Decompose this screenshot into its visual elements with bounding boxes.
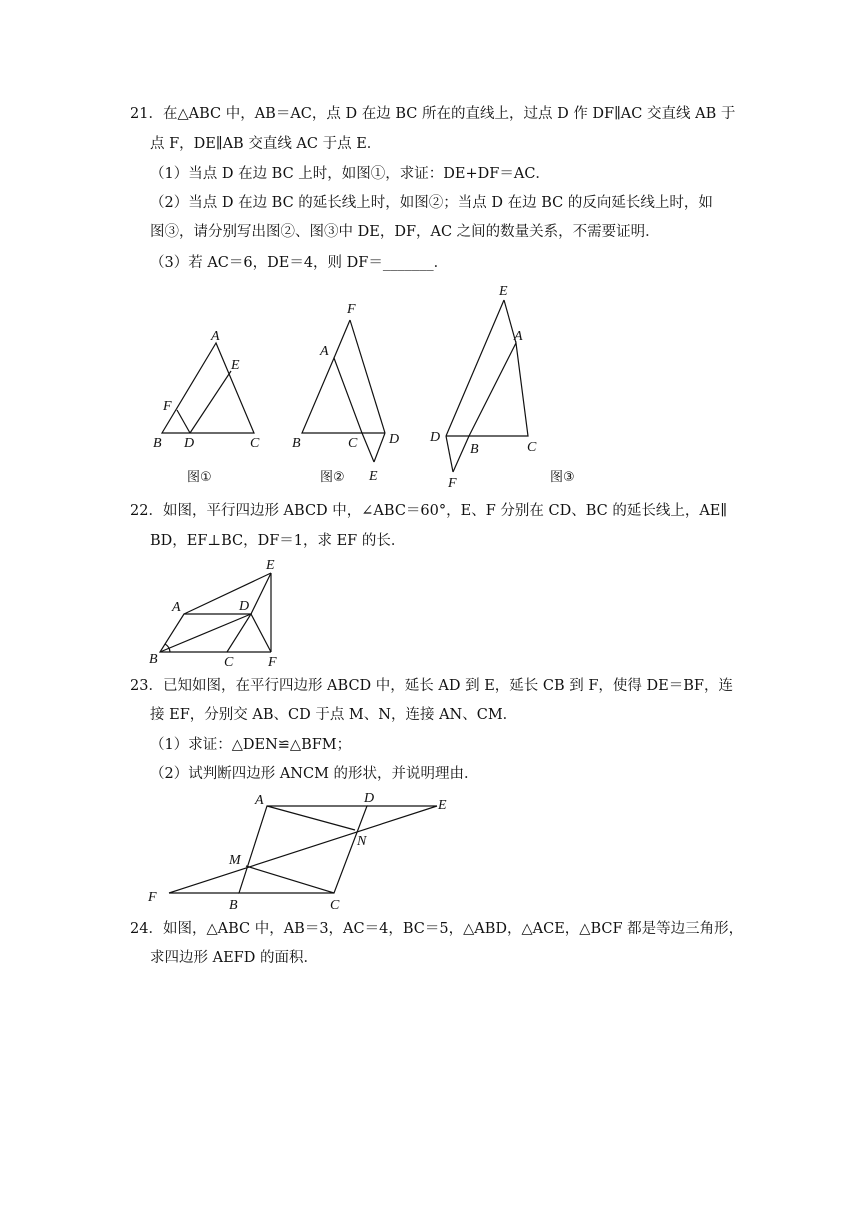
label-d: D: [364, 791, 375, 806]
q21-line1: 21．在△ABC 中，AB＝AC，点 D 在边 BC 所在的直线上，过点 D 作 DF∥AC 交直线 AB 于: [130, 106, 736, 122]
q24-line2: 求四边形 AEFD 的面积．: [150, 950, 318, 966]
q21-part1: （1）当点 D 在边 BC 上时，如图①，求证：DE+DF＝AC．: [150, 166, 550, 182]
label-e: E: [369, 469, 378, 484]
label-d: D: [430, 430, 441, 445]
label-c: C: [330, 898, 340, 913]
q21-part2-line1: （2）当点 D 在边 BC 的延长线上时，如图②；当点 D 在边 BC 的反向延长线上时，如: [150, 195, 713, 211]
label-n: N: [357, 834, 367, 849]
label-f: F: [268, 655, 277, 670]
q23-part1: （1）求证：△DEN≌△BFM；: [150, 737, 352, 753]
label-b: B: [229, 898, 238, 913]
label-e: E: [231, 358, 240, 373]
label-m: M: [229, 853, 241, 868]
label-b: B: [292, 436, 301, 451]
caption-fig1: 图①: [187, 470, 212, 485]
q24-line1: 24．如图，△ABC 中，AB＝3，AC＝4，BC＝5，△ABD，△ACE，△BCF 都是等边三角形，: [130, 921, 744, 937]
label-e: E: [499, 284, 508, 299]
label-a: A: [514, 329, 523, 344]
q21-line2: 点 F，DE∥AB 交直线 AC 于点 E．: [150, 136, 382, 152]
label-f: F: [448, 476, 457, 491]
label-d: D: [389, 432, 400, 447]
q23-line1: 23．已知如图，在平行四边形 ABCD 中，延长 AD 到 E，延长 CB 到 F，使得 DE＝BF，连: [130, 678, 733, 694]
label-e: E: [266, 558, 275, 573]
label-e: E: [438, 798, 447, 813]
label-f: F: [148, 890, 157, 905]
label-c: C: [224, 655, 234, 670]
caption-fig2: 图②: [320, 470, 345, 485]
label-c: C: [527, 440, 537, 455]
label-f: F: [163, 399, 172, 414]
label-a: A: [211, 329, 220, 344]
label-d: D: [184, 436, 195, 451]
label-b: B: [153, 436, 162, 451]
caption-fig3: 图③: [550, 470, 575, 485]
q23-part2: （2）试判断四边形 ANCM 的形状，并说明理由．: [150, 766, 479, 782]
label-a: A: [320, 344, 329, 359]
q22-line2: BD，EF⊥BC，DF＝1，求 EF 的长．: [150, 533, 406, 549]
label-c: C: [348, 436, 358, 451]
segment-an: [267, 806, 355, 830]
label-d: D: [239, 599, 250, 614]
label-a: A: [172, 600, 181, 615]
q21-part2-line2: 图③，请分别写出图②、图③中 DE，DF，AC 之间的数量关系，不需要证明．: [150, 224, 660, 240]
q22-line1: 22．如图，平行四边形 ABCD 中，∠ABC＝60°，E、F 分别在 CD、BC 的延长线上，AE∥: [130, 503, 728, 519]
q21-part3: （3）若 AC＝6，DE＝4，则 DF＝_______．: [150, 255, 449, 271]
label-f: F: [347, 302, 356, 317]
label-b: B: [149, 652, 158, 667]
label-c: C: [250, 436, 260, 451]
q23-line2: 接 EF，分别交 AB、CD 于点 M、N，连接 AN、CM．: [150, 707, 518, 723]
label-b: B: [470, 442, 479, 457]
segment-ef: [169, 806, 437, 893]
segment-cm: [246, 866, 334, 893]
label-a: A: [255, 793, 264, 808]
